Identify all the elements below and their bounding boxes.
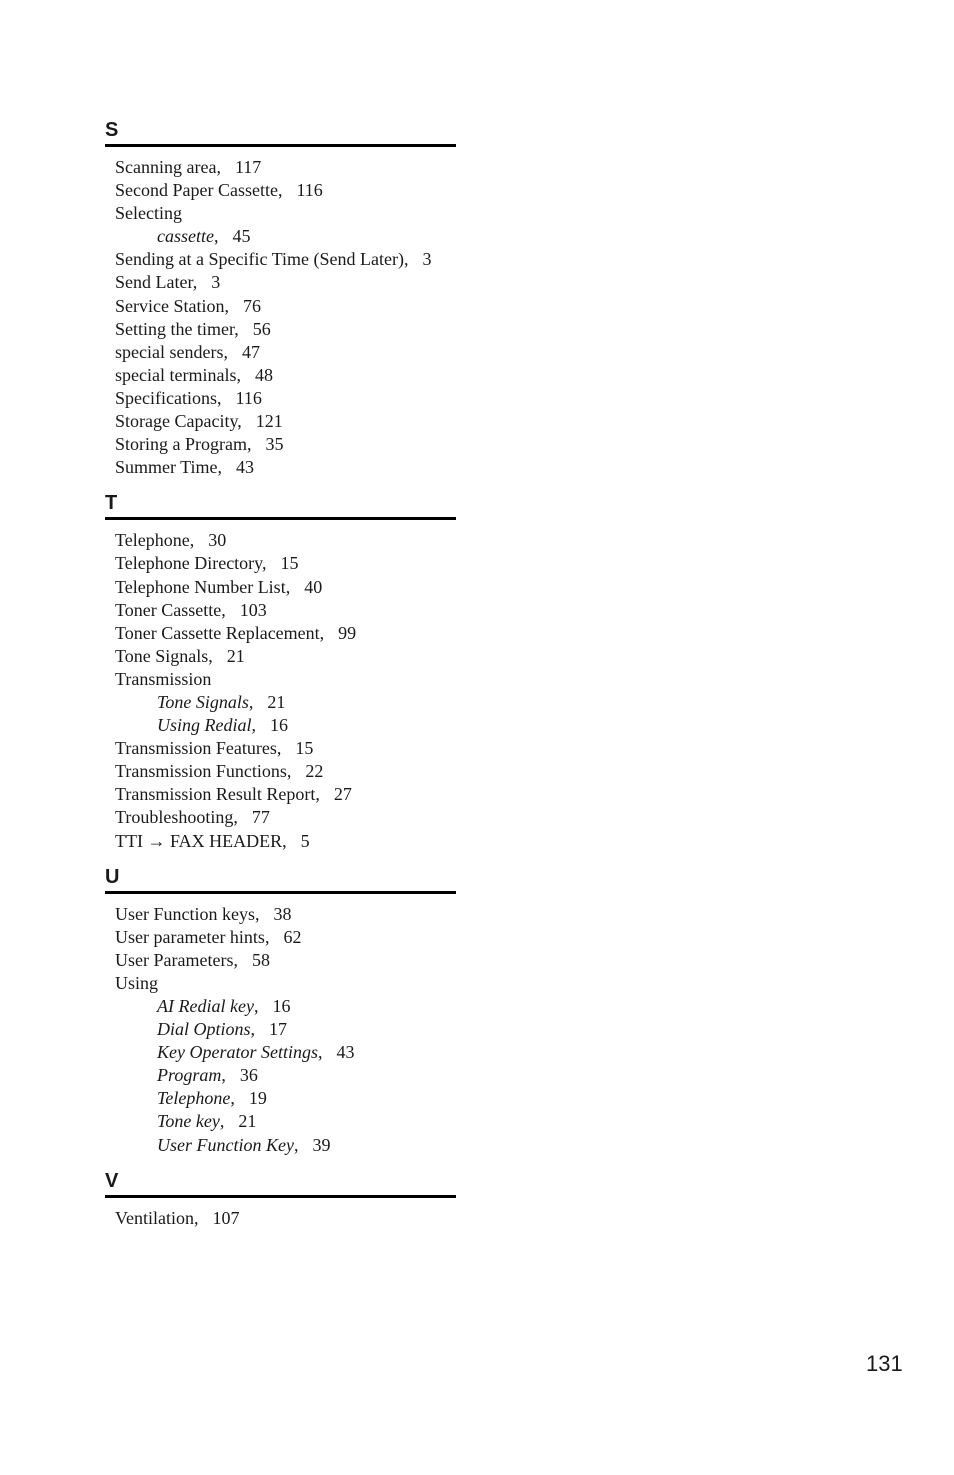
entry-page-link[interactable]: 48 — [254, 364, 273, 385]
entry-page-link[interactable]: 62 — [283, 926, 302, 947]
section-letter: U — [105, 865, 120, 888]
page-number: 131 — [866, 1351, 903, 1376]
index-entries — [105, 529, 456, 852]
index-section-s — [105, 118, 456, 479]
entry-term: Ventilation — [115, 1207, 194, 1228]
index-entry — [105, 949, 456, 972]
entry-term: Telephone Number List — [115, 576, 286, 597]
section-divider — [105, 517, 456, 520]
index-entries — [105, 903, 456, 1157]
index-entry — [105, 318, 456, 341]
section-divider — [105, 1195, 456, 1198]
entry-page-link[interactable]: 58 — [251, 949, 270, 970]
entry-term: Service Station — [115, 295, 225, 316]
entry-term: cassette — [157, 226, 214, 247]
entry-separator: , — [233, 807, 238, 828]
index-entry — [105, 179, 456, 202]
entry-term: User Parameters — [115, 949, 234, 970]
entry-separator: , — [192, 272, 198, 293]
entry-separator: , — [189, 530, 195, 551]
section-divider — [105, 891, 456, 894]
entry-separator: , — [251, 715, 256, 736]
entry-page-link[interactable]: 76 — [242, 295, 261, 316]
entry-separator: , — [221, 599, 226, 620]
entry-page-link[interactable]: 21 — [238, 1111, 257, 1132]
entry-page-link[interactable]: 117 — [234, 157, 262, 177]
index-entry — [105, 248, 456, 271]
entry-page-link[interactable]: 3 — [211, 272, 221, 293]
entry-term: Toner Cassette — [115, 599, 222, 620]
index-subentry — [105, 1087, 456, 1110]
index-subentry — [105, 1064, 456, 1087]
index-entry — [105, 456, 456, 479]
index-entry — [105, 783, 456, 806]
entry-term: User Function Key — [157, 1134, 294, 1155]
entry-separator: , — [223, 341, 228, 362]
index-entry — [105, 271, 456, 294]
entry-page-link[interactable]: 21 — [267, 691, 286, 712]
index-section-v — [105, 1169, 456, 1230]
entry-term: Using Redial — [157, 715, 252, 736]
index-section-u — [105, 865, 456, 1157]
entry-term: Specifications — [115, 387, 217, 408]
index-entry — [105, 737, 456, 760]
entry-term: Summer Time — [115, 457, 218, 478]
index-subentry — [105, 714, 456, 737]
entry-term: Storage Capacity — [115, 411, 238, 432]
entry-term: Transmission Functions — [115, 761, 287, 782]
index-entry — [105, 576, 456, 599]
entry-separator: , — [264, 926, 270, 947]
entry-page-link[interactable]: 27 — [333, 784, 352, 805]
entry-separator: , — [315, 784, 320, 805]
entry-term: Second Paper Cassette — [115, 180, 278, 201]
entry-term: Tone Signals — [115, 645, 209, 666]
entry-separator: , — [216, 387, 222, 408]
entry-page-link[interactable]: 30 — [208, 530, 227, 551]
index-column — [105, 118, 456, 1230]
entry-separator: , — [319, 622, 325, 643]
entry-page-link[interactable]: 3 — [422, 249, 432, 270]
entry-term: Troubleshooting — [115, 807, 234, 828]
entry-separator: , — [208, 645, 213, 666]
section-letter: T — [105, 492, 118, 515]
entry-page-link[interactable]: 40 — [304, 576, 323, 597]
entry-separator: , — [250, 1019, 256, 1040]
entry-term: Tone Signals — [157, 691, 249, 712]
section-letter: S — [105, 119, 119, 141]
index-entry — [105, 202, 456, 225]
entry-term: Selecting — [115, 203, 182, 224]
index-entry — [105, 830, 456, 853]
entry-separator: , — [248, 691, 254, 712]
entry-separator: , — [230, 1088, 235, 1109]
entry-page-link[interactable]: 15 — [280, 553, 299, 574]
index-entries — [105, 156, 456, 479]
entry-separator: , — [282, 830, 287, 851]
index-subentry — [105, 1110, 456, 1133]
entry-page-link[interactable]: 47 — [241, 341, 260, 362]
index-subentry — [105, 1041, 456, 1064]
entry-separator: , — [247, 434, 252, 455]
entry-term: Send Later — [115, 272, 193, 293]
index-entry — [105, 341, 456, 364]
entry-page-link[interactable]: 107 — [212, 1207, 240, 1228]
index-subentry — [105, 995, 456, 1018]
index-entry — [105, 295, 456, 318]
index-entry — [105, 1207, 456, 1230]
entry-page-link[interactable]: 121 — [255, 411, 283, 432]
index-entry — [105, 387, 456, 410]
entry-term: Dial Options — [157, 1019, 251, 1040]
index-entry — [105, 622, 456, 645]
index-entry — [105, 156, 456, 179]
entry-term: Storing a Program — [115, 434, 247, 455]
index-entry — [105, 599, 456, 622]
index-entries — [105, 1207, 456, 1230]
entry-separator: , — [236, 364, 241, 385]
index-subentry — [105, 225, 456, 248]
index-subentry — [105, 1134, 456, 1157]
entry-page-link[interactable]: 45 — [232, 226, 251, 247]
entry-separator: , — [254, 903, 260, 924]
entry-page-link[interactable]: 39 — [312, 1134, 331, 1155]
entry-term: Using — [115, 972, 159, 993]
entry-page-link[interactable]: 17 — [269, 1019, 288, 1040]
entry-term: Toner Cassette Replacement — [115, 622, 320, 643]
entry-term: Transmission Result Report — [115, 784, 316, 805]
entry-page-link[interactable]: 16 — [272, 996, 291, 1016]
section-divider — [105, 144, 456, 147]
entry-term: Setting the timer — [115, 318, 235, 339]
entry-separator: , — [286, 761, 292, 782]
entry-separator: , — [285, 576, 291, 597]
entry-term: Key Operator Settings — [157, 1042, 318, 1063]
entry-separator: , — [216, 157, 221, 177]
index-subentry — [105, 691, 456, 714]
entry-separator: , — [213, 226, 219, 247]
entry-term: special terminals — [115, 364, 237, 385]
entry-term: Transmission Features — [115, 738, 277, 759]
entry-page-link[interactable]: 21 — [226, 645, 245, 666]
entry-separator: , — [194, 1207, 199, 1228]
entry-term: AI Redial key — [157, 996, 254, 1016]
entry-separator: , — [293, 1134, 299, 1155]
index-entry — [105, 972, 456, 995]
entry-page-link[interactable]: 35 — [265, 434, 284, 455]
entry-separator: , — [234, 318, 239, 339]
entry-page-link[interactable]: 36 — [239, 1065, 258, 1086]
index-entry — [105, 433, 456, 456]
entry-term: Scanning area — [115, 157, 217, 177]
entry-separator: , — [276, 738, 282, 759]
entry-page-link[interactable]: 15 — [295, 738, 314, 759]
entry-term: User parameter hints — [115, 926, 265, 947]
entry-term: Transmission — [115, 668, 212, 689]
entry-term: Telephone — [115, 530, 190, 551]
entry-page-link[interactable]: 16 — [270, 715, 288, 736]
entry-term: Program — [157, 1065, 222, 1086]
entry-separator: , — [233, 949, 238, 970]
index-entry — [105, 410, 456, 433]
entry-page-link[interactable]: 116 — [296, 180, 323, 201]
entry-page-link[interactable]: 38 — [273, 903, 292, 924]
entry-term: User Function keys — [115, 903, 255, 924]
entry-term: Tone key — [157, 1111, 220, 1132]
entry-page-link[interactable]: 56 — [252, 318, 271, 339]
entry-separator: , — [262, 553, 267, 574]
entry-page-link[interactable]: 43 — [236, 457, 255, 478]
entry-term: Sending at a Specific Time (Send Later) — [115, 249, 404, 270]
entry-page-link[interactable]: 22 — [305, 761, 324, 782]
index-entry — [105, 926, 456, 949]
entry-page-link[interactable]: 77 — [251, 807, 270, 828]
index-section-t — [105, 491, 456, 852]
entry-page-link[interactable]: 19 — [248, 1088, 267, 1109]
entry-separator: , — [403, 249, 409, 270]
entry-separator: , — [224, 295, 229, 316]
entry-separator: , — [219, 1111, 225, 1132]
entry-separator: , — [317, 1042, 323, 1063]
index-entry — [105, 806, 456, 829]
entry-term: Telephone Directory — [115, 553, 263, 574]
entry-page-link[interactable]: 5 — [300, 830, 310, 851]
entry-page-link[interactable]: 99 — [338, 622, 357, 643]
entry-separator: , — [217, 457, 223, 478]
index-entry — [105, 903, 456, 926]
entry-separator: , — [277, 180, 283, 201]
entry-term: special senders — [115, 341, 224, 362]
index-entry — [105, 760, 456, 783]
index-entry — [105, 529, 456, 552]
index-entry — [105, 668, 456, 691]
index-entry — [105, 645, 456, 668]
entry-term: TTI → FAX HEADER — [115, 830, 283, 851]
index-entry — [105, 552, 456, 575]
entry-term: Telephone — [157, 1088, 231, 1109]
entry-page-link[interactable]: 43 — [336, 1042, 355, 1063]
entry-separator: , — [237, 411, 242, 432]
index-subentry — [105, 1018, 456, 1041]
entry-page-link[interactable]: 116 — [235, 387, 262, 408]
entry-page-link[interactable]: 103 — [239, 599, 267, 620]
entry-separator: , — [253, 996, 259, 1016]
section-letter: V — [105, 1169, 119, 1192]
index-entry — [105, 364, 456, 387]
entry-separator: , — [221, 1065, 226, 1086]
